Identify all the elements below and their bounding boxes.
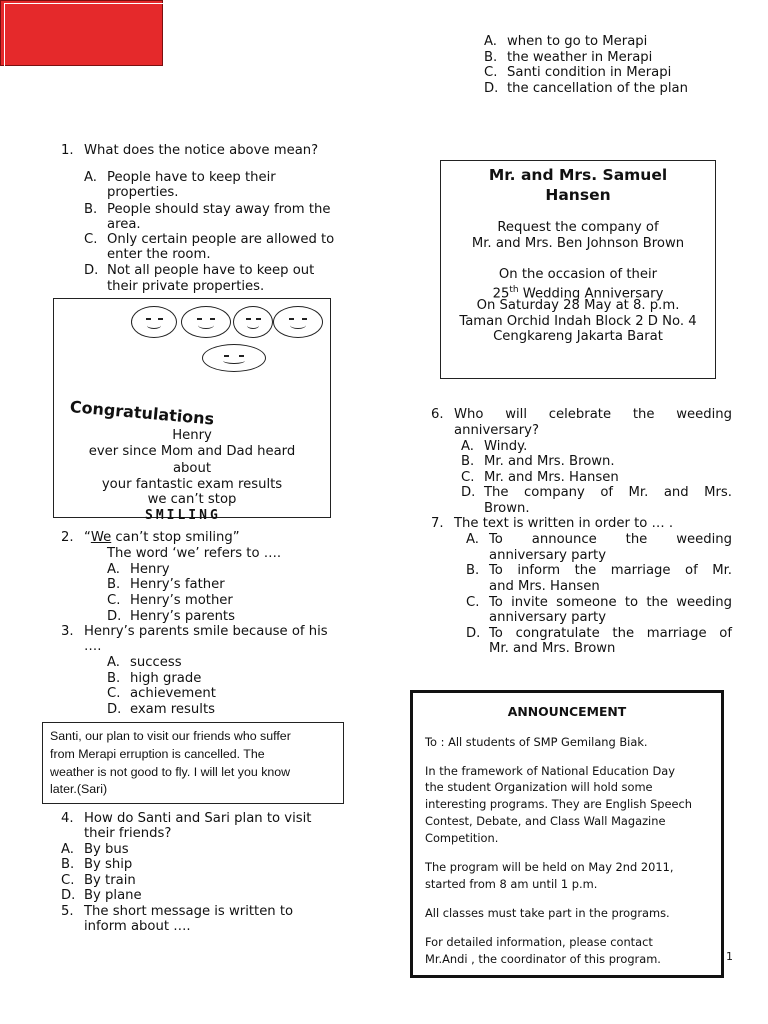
option-text: To announce the weeding xyxy=(489,532,732,547)
smiley-face-icon xyxy=(273,306,323,338)
question-number: 3. xyxy=(61,624,74,639)
option-text: anniversary party xyxy=(489,548,607,563)
option-text: By ship xyxy=(84,857,133,872)
option-text: Henry’s mother xyxy=(130,593,233,608)
invitation-title: Hansen xyxy=(545,186,611,204)
option-letter: D. xyxy=(107,702,122,717)
announcement-text: Mr.Andi , the coordinator of this program. xyxy=(425,952,661,966)
invitation-line: On the occasion of their xyxy=(498,267,658,282)
option-text: To inform the marriage of Mr. xyxy=(489,563,732,578)
question-text: their friends? xyxy=(84,826,172,841)
question-text: Henry’s parents smile because of his xyxy=(84,624,328,639)
card-line: about xyxy=(172,461,212,476)
anniversary-suffix: th xyxy=(509,285,519,295)
quote-rest: can’t stop smiling” xyxy=(111,530,240,545)
option-text: when to go to Merapi xyxy=(507,34,648,49)
smiley-face-icon xyxy=(181,306,231,338)
invitation-line: Mr. and Mrs. Ben Johnson Brown xyxy=(471,236,685,251)
option-letter: B. xyxy=(484,50,498,65)
option-letter: A. xyxy=(107,655,120,670)
quote-open: “ xyxy=(84,530,91,545)
option-text: People should stay away from the xyxy=(107,202,331,217)
announcement-title: ANNOUNCEMENT xyxy=(507,704,627,719)
option-letter: D. xyxy=(61,888,76,903)
option-letter: A. xyxy=(466,532,479,547)
page-number: 1 xyxy=(726,950,733,963)
question-text: What does the notice above mean? xyxy=(84,143,319,158)
option-text: Mr. and Mrs. Brown. xyxy=(484,454,615,469)
announcement-text: the student Organization will hold some xyxy=(425,780,653,794)
option-letter: C. xyxy=(107,686,121,701)
question-text: inform about …. xyxy=(84,919,191,934)
message-line: Santi, our plan to visit our friends who suffer xyxy=(50,729,291,743)
option-text: Mr. and Mrs. Brown xyxy=(489,641,616,656)
option-letter: D. xyxy=(461,485,476,500)
option-text: Windy. xyxy=(484,439,528,454)
invitation-line: Taman Orchid Indah Block 2 D No. 4 xyxy=(459,314,697,329)
invitation-line: On Saturday 28 May at 8. p.m. xyxy=(476,298,680,313)
option-letter: C. xyxy=(107,593,121,608)
option-letter: D. xyxy=(466,626,481,641)
question-text: …. xyxy=(84,639,102,654)
question-text: Who will celebrate the weeding xyxy=(454,407,732,422)
card-line: your fantastic exam results xyxy=(101,477,283,492)
question-number: 5. xyxy=(61,904,74,919)
smiley-face-icon xyxy=(131,306,177,338)
card-greeting: Congratulations xyxy=(69,397,215,429)
option-text: To invite someone to the weeding xyxy=(489,595,732,610)
notice-title: NOTICE xyxy=(350,1,418,18)
announcement-text: For detailed information, please contact xyxy=(425,935,653,949)
message-line: from Merapi erruption is cancelled. The xyxy=(50,747,265,761)
announcement-text: started from 8 am until 1 p.m. xyxy=(425,877,598,891)
anniversary-text: Wedding Anniversary xyxy=(518,286,664,302)
option-letter: A. xyxy=(484,34,497,49)
announcement-text: Competition. xyxy=(425,831,499,845)
option-letter: D. xyxy=(84,263,99,278)
option-text: the cancellation of the plan xyxy=(507,81,688,96)
announcement-text: In the framework of National Education Day xyxy=(425,764,675,778)
question-text: How do Santi and Sari plan to visit xyxy=(84,811,312,826)
option-letter: A. xyxy=(107,562,120,577)
option-text: Henry’s father xyxy=(130,577,225,592)
option-text: Mr. and Mrs. Hansen xyxy=(484,470,619,485)
question-text: The short message is written to xyxy=(84,904,294,919)
option-letter: C. xyxy=(461,470,475,485)
question-number: 1. xyxy=(61,143,74,158)
option-text: high grade xyxy=(130,671,202,686)
option-letter: C. xyxy=(484,65,498,80)
option-text: enter the room. xyxy=(107,247,211,262)
message-line: later.(Sari) xyxy=(50,782,108,796)
option-text: anniversary party xyxy=(489,610,607,625)
option-letter: B. xyxy=(466,563,480,578)
option-letter: A. xyxy=(84,170,97,185)
option-text: properties. xyxy=(107,185,179,200)
notice-line: KEEP OUT xyxy=(350,45,418,60)
question-text: The text is written in order to … . xyxy=(454,516,674,531)
smiley-face-icon xyxy=(202,344,266,372)
option-letter: B. xyxy=(61,857,75,872)
option-text: success xyxy=(130,655,182,670)
quote-we: We xyxy=(90,530,112,545)
announcement-text: The program will be held on May 2nd 2011, xyxy=(425,860,674,874)
option-text: the weather in Merapi xyxy=(507,50,653,65)
option-text: By plane xyxy=(84,888,142,903)
option-text: their private properties. xyxy=(107,279,265,294)
option-text: exam results xyxy=(130,702,215,717)
announcement-to: To : All students of SMP Gemilang Biak. xyxy=(425,735,648,749)
option-text: Henry’s parents xyxy=(130,609,235,624)
option-letter: D. xyxy=(484,81,499,96)
option-text: The company of Mr. and Mrs. xyxy=(484,485,732,500)
notice-line: Private xyxy=(362,19,406,34)
option-letter: C. xyxy=(61,873,75,888)
option-text: Not all people have to keep out xyxy=(107,263,315,278)
smiley-face-icon xyxy=(233,306,273,338)
message-line: weather is not good to fly. I will let you know xyxy=(50,765,291,779)
announcement-text: interesting programs. They are English Speech xyxy=(425,797,693,811)
option-text: Henry xyxy=(130,562,170,577)
option-text: and Mrs. Hansen xyxy=(489,579,600,594)
option-letter: B. xyxy=(84,202,98,217)
question-text: anniversary? xyxy=(454,423,539,438)
option-text: By train xyxy=(84,873,136,888)
question-number: 4. xyxy=(61,811,74,826)
option-letter: B. xyxy=(107,671,121,686)
option-letter: D. xyxy=(107,609,122,624)
option-text: Santi condition in Merapi xyxy=(507,65,672,80)
card-line: ever since Mom and Dad heard xyxy=(88,444,296,459)
option-text: Brown. xyxy=(484,501,530,516)
invitation-line: Cengkareng Jakarta Barat xyxy=(493,329,663,344)
question-text: The word ‘we’ refers to …. xyxy=(107,546,282,561)
option-text: To congratulate the marriage of xyxy=(489,626,732,641)
option-letter: A. xyxy=(461,439,474,454)
option-text: Only certain people are allowed to xyxy=(107,232,335,247)
option-letter: C. xyxy=(84,232,98,247)
invitation-title: Mr. and Mrs. Samuel xyxy=(488,166,668,184)
option-letter: B. xyxy=(107,577,121,592)
announcement-text: All classes must take part in the programs. xyxy=(425,906,670,920)
question-number: 6. xyxy=(431,407,444,422)
notice-line: property xyxy=(357,32,411,47)
option-letter: C. xyxy=(466,595,480,610)
card-line: we can’t stop xyxy=(147,492,237,507)
option-text: People have to keep their xyxy=(107,170,276,185)
question-quote xyxy=(84,530,240,546)
invitation-line: Request the company of xyxy=(497,220,659,235)
option-letter: B. xyxy=(461,454,475,469)
option-text: area. xyxy=(107,217,141,232)
card-smiling: SMILING xyxy=(145,508,221,523)
question-number: 7. xyxy=(431,516,444,531)
announcement-text: Contest, Debate, and Class Wall Magazine xyxy=(425,814,666,828)
option-letter: A. xyxy=(61,842,74,857)
notice-sign xyxy=(0,0,418,66)
card-line: Henry xyxy=(172,428,212,443)
anniversary-number: 25 xyxy=(492,286,510,302)
option-text: achievement xyxy=(130,686,216,701)
question-number: 2. xyxy=(61,530,74,545)
option-text: By bus xyxy=(84,842,129,857)
